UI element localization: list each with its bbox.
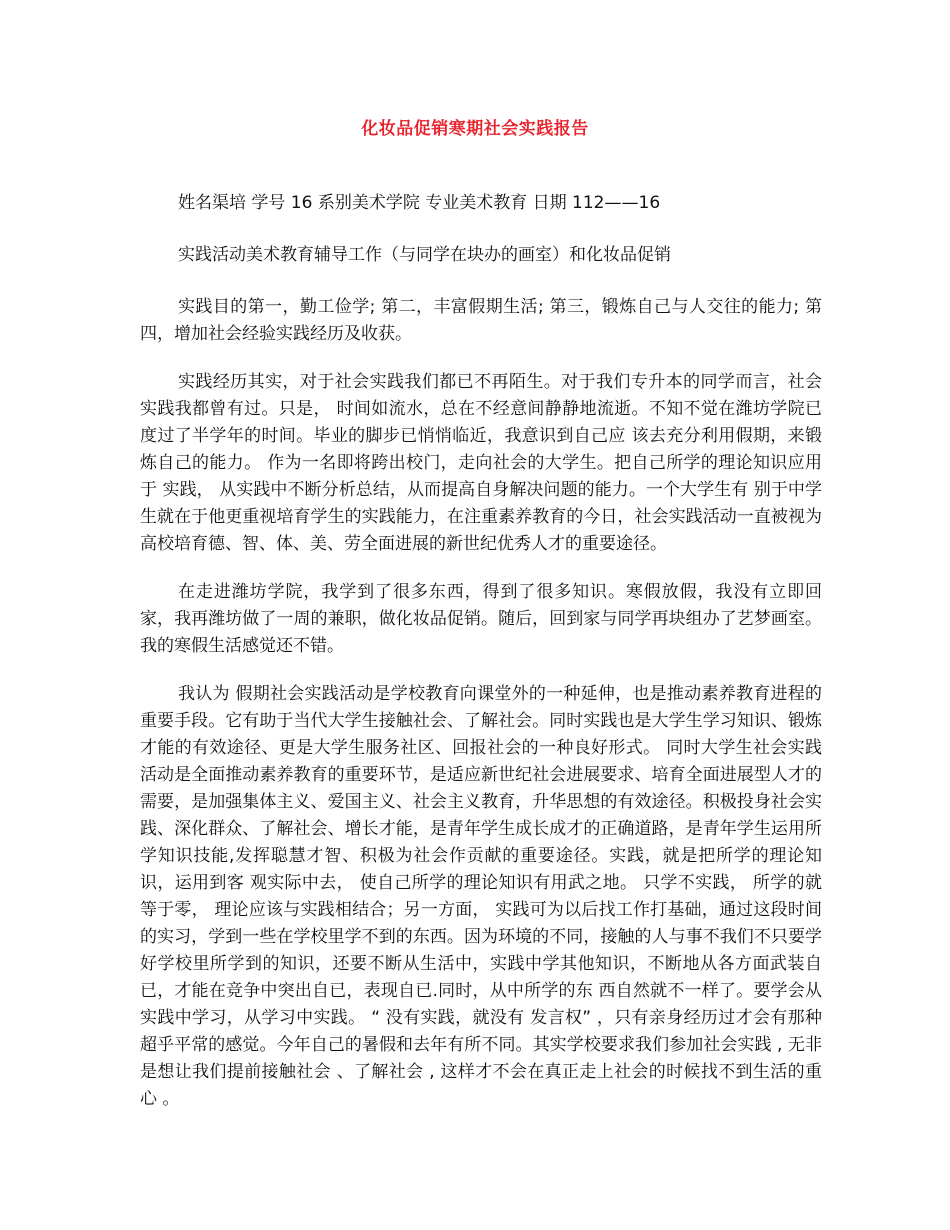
document-body	[140, 190, 822, 1134]
reflection-paragraph: 我认为 假期社会实践活动是学校教育向课堂外的一种延伸，也是推动素养教育进程的重要手段。它有助于当代大学生接触社会、了解社会。同时实践也是大学生学习知识、锻炼才能的有效途径、更是大学生服务社区、回报社会的一种良好形式。 同时大学生社会实践活动是全面推动素养教育的重要环节，是适应新世纪社会进展要求、培育全面进展型人才的需要，是加强集体主义、爱国主义、社会主义教育，升华思想的有效途径。积极投身社会实践、深化群众、了解社会、增长才能，是青年学生成长成才的正确道路，是青年学生运用所学知识技能,发挥聪慧才智、积极为社会作贡献的重要途径。实践，就是把所学的理论知识，运用到客 观实际中去， 使自己所学的理论知识有用武之地。 只学不实践， 所学的就等于零， 理论应该与实践相结合；另一方面， 实践可为以后找工作打基础，通过这段时间的实习，学到一些在学校里学不到的东西。因为环境的不同，接触的人与事不我们不只要学好学校里所学到的知识，还要不断从生活中，实践中学其他知识，不断地从各方面武装自已，才能在竞争中突出自已，表现自已.同时，从中所学的东 西自然就不一样了。要学会从实践中学习，从学习中实践。 “ 没有实践，就没有 发言权” ，只有亲身经历过才会有那种超乎平常的感觉。今年自己的暑假和去年有所不同。其实学校要求我们参加社会实践 , 无非是想让我们提前接触社会 、了解社会 , 这样才不会在真正走上社会的时候找不到生活的重心 。	[140, 684, 822, 1109]
student-info-line: 姓名渠培 学号 16 系别美术学院 专业美术教育 日期 112——16	[178, 193, 661, 213]
winter-break-paragraph: 在走进潍坊学院，我学到了很多东西，得到了很多知识。寒假放假，我没有立即回家，我再潍坊做了一周的兼职，做化妆品促销。随后，回到家与同学再块组办了艺梦画室。我的寒假生活感觉还不错。	[140, 582, 822, 656]
activity-line: 实践活动美术教育辅导工作（与同学在块办的画室）和化妆品促销	[178, 245, 671, 265]
document-title: 化妆品促销寒期社会实践报告	[361, 119, 589, 139]
purpose-paragraph: 实践目的第一，勤工俭学; 第二，丰富假期生活; 第三，锻炼自己与人交往的能力; 第四，增加社会经验实践经历及收获。	[140, 297, 822, 344]
experience-paragraph: 实践经历其实，对于社会实践我们都已不再陌生。对于我们专升本的同学而言，社会实践我都曾有过。只是， 时间如流水，总在不经意间静静地流逝。不知不觉在潍坊学院已度过了半学年的时间。毕业的脚步已悄悄临近，我意识到自己应 该去充分利用假期，来锻炼自己的能力。 作为一名即将跨出校门，走向社会的大学生。把自己所学的理论知识应用于 实践， 从实践中不断分析总结，从而提高自身解决问题的能力。一个大学生有 别于中学生就在于他更重视培育学生的实践能力，在注重素养教育的今日，社会实践活动一直被视为高校培育德、智、体、美、劳全面进展的新世纪优秀人才的重要途径。	[140, 372, 822, 554]
